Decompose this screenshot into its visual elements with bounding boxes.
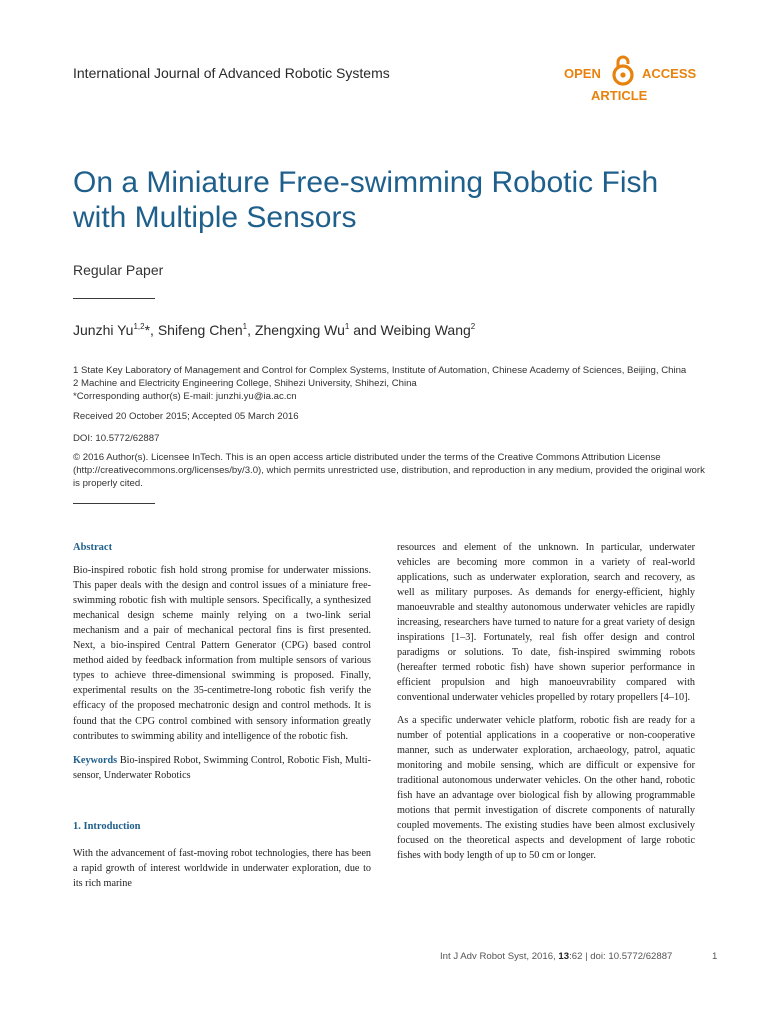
affiliations [73, 364, 713, 403]
open-access-lock-icon [610, 54, 636, 86]
abstract-text: Bio-inspired robotic fish hold strong promise for underwater missions. This paper deals with the design and control issues of a miniature free-swimming robotic fish with multiple sensors. Specifically, a synthesized mechanical design scheme mainly relying on a two-link serial mechanism and a pair of mechanical pectoral fins is first presented. Next, a bio-inspired Central Pattern Generator (CPG) based control method aided by feedback information from multiple sensors of various types to achieve three-dimensional swimming is proposed. Finally, experimental results on the 35-centimetre-long robotic fish verify the efficacy of the proposed mechatronic design and control methods. It is found that the CPG control combined with sensory information greatly contributes to swimming ability and intelligence of the robotic fish. [73, 565, 371, 742]
body-paragraph: With the advancement of fast-moving robot technologies, there has been a rapid growth of interest worldwide in underwater exploration, due to its rich marine [73, 847, 371, 889]
page-footer-citation [440, 951, 672, 962]
doi: DOI: 10.5772/62887 [73, 433, 160, 444]
corresponding-author: *Corresponding author(s) E-mail: junzhi.yu@ia.ac.cn [73, 391, 297, 402]
footer-volume: 13 [558, 951, 570, 962]
body-paragraph: As a specific underwater vehicle platform, robotic fish are ready for a number of potential applications in a cooperative or non-cooperative manner, such as underwater exploration, archaeology, patrol, aquatic monitoring and mobile sensing, which are difficult or expensive for traditional autonomous underwater vehicles. On the other hand, robotic fish have an advantage over biological fish by allowing programmable motions that permit investigation of discrete components of naturally coupled movements. The existing studies have been almost exclusively focused on the theoretical aspects and development of large robotic fishes with body length of up to 50 cm or longer. [397, 714, 695, 861]
affiliation-line: 2 Machine and Electricity Engineering College, Shihezi University, Shihezi, China [73, 378, 417, 389]
keywords [73, 753, 371, 783]
section-heading-introduction: 1. Introduction [73, 820, 141, 832]
received-accepted-dates: Received 20 October 2015; Accepted 05 March 2016 [73, 411, 299, 422]
body-paragraph: resources and element of the unknown. In particular, underwater vehicles are becoming more common in a variety of real-world applications, such as underwater exploration, search and recovery, as well as military purposes. As demands for energy-efficient, highly manoeuvrable and stealthy autonomous underwater vehicles are rapidly increasing, researchers have turned to nature for a great variety of design inspirations [1–3]. Fortunately, real fish offer design and control paradigms or solutions. To date, fish-inspired swimming robots (hereafter termed robotic fish) have shown superior performance in efficient propulsion and high manoeuvrability compared with conventional underwater vehicles propelled by rotary propellers [4–10]. [397, 542, 695, 704]
license-statement: © 2016 Author(s). Licensee InTech. This is an open access article distributed under the terms of the Creative Commons Attribution License (http://creativecommons.org/licenses/by/3.0), which permits unrestricted use, distribution, and reproduction in any medium, provided the original work is properly cited. [73, 452, 705, 489]
author-name: Shifeng Chen [153, 322, 243, 338]
open-access-badge [560, 50, 700, 110]
journal-name: International Journal of Advanced Robotic Systems [73, 65, 390, 81]
keywords-heading: Keywords [73, 754, 118, 766]
author-name: Zhengxing Wu [251, 322, 345, 338]
paper-type: Regular Paper [73, 262, 164, 278]
author-affiliation-mark: 2 [470, 322, 476, 331]
divider [73, 298, 155, 299]
author-name: Weibing Wang [376, 322, 471, 338]
author-affiliation-mark: 1,2 [133, 322, 145, 331]
keywords-text: Bio-inspired Robot, Swimming Control, Robotic Fish, Multi-sensor, Underwater Robotics [73, 754, 371, 781]
author-list [73, 322, 475, 338]
left-column [73, 540, 371, 891]
paper-title: On a Miniature Free-swimming Robotic Fish with Multiple Sensors [73, 166, 659, 234]
badge-open-label: OPEN [564, 66, 601, 81]
footer-journal: Int J Adv Robot Syst, 2016, [440, 951, 559, 962]
abstract-heading: Abstract [73, 542, 113, 553]
divider [73, 503, 155, 504]
author-separator: *, [144, 322, 154, 338]
footer-doi: :62 | doi: 10.5772/62887 [569, 951, 673, 962]
author-separator: , [247, 322, 252, 338]
page-number: 1 [712, 951, 718, 962]
badge-article-label: ARTICLE [591, 88, 648, 103]
author-affiliation-mark: 1 [242, 322, 248, 331]
author-name: Junzhi Yu [73, 322, 134, 338]
right-column [397, 540, 695, 863]
badge-access-label: ACCESS [642, 66, 697, 81]
affiliation-line: 1 State Key Laboratory of Management and Control for Complex Systems, Institute of Automation, Chinese Academy of Sciences, Beijing, China [73, 365, 687, 376]
author-affiliation-mark: 1 [344, 322, 350, 331]
author-separator: and [349, 322, 377, 338]
